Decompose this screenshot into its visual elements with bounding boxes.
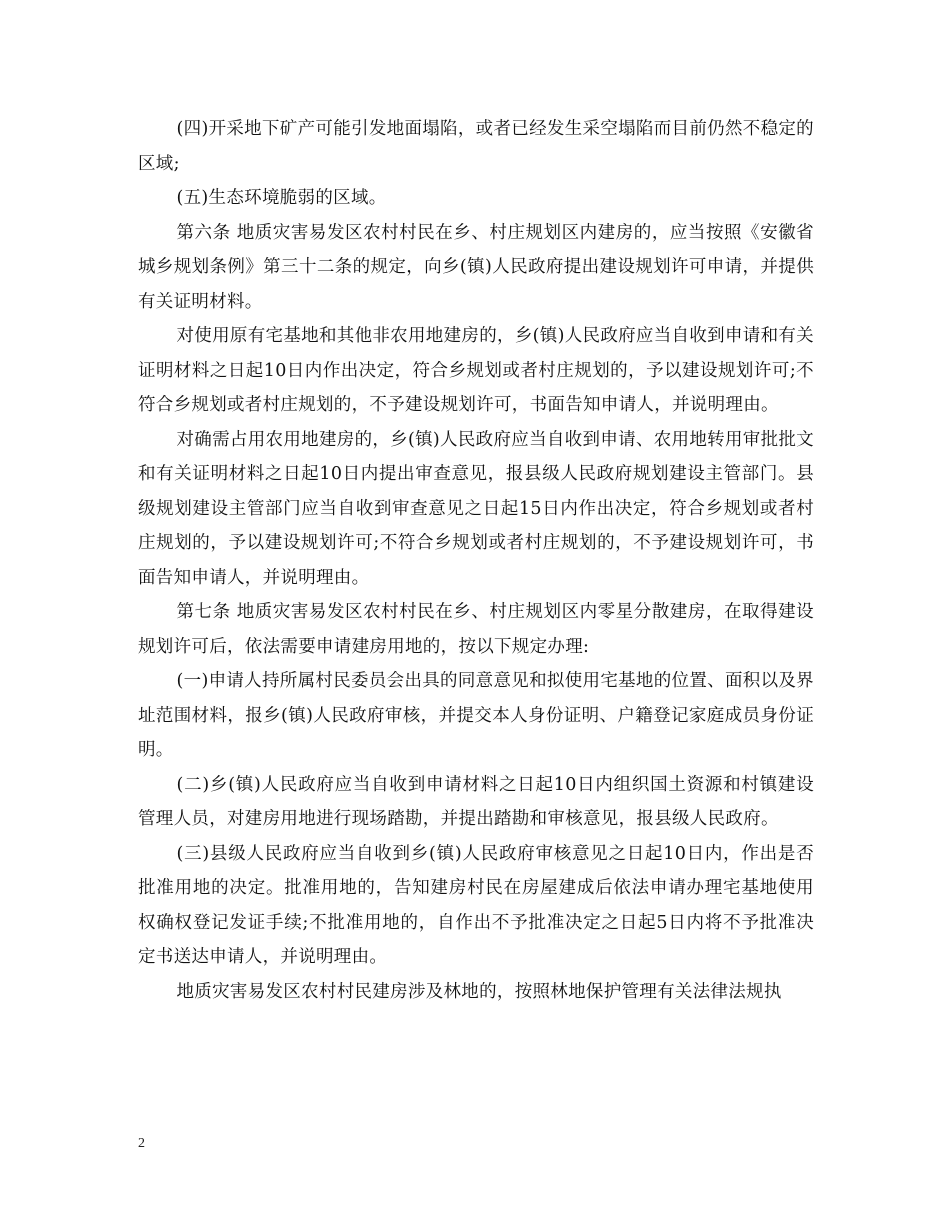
- paragraph-forest-land: 地质灾害易发区农村村民建房涉及林地的，按照林地保护管理有关法律法规执: [176, 981, 782, 1002]
- paragraph-article-seven: 第七条 地质灾害易发区农村村民在乡、村庄规划区内零星分散建房，在取得建设规划许可后，依法需要申请建房用地的，按以下规定办理:: [138, 602, 814, 657]
- paragraph-existing-homestead: 对使用原有宅基地和其他非农用地建房的，乡(镇)人民政府应当自收到申请和有关证明材料之日起10日内作出决定，符合乡规划或者村庄规划的，予以建设规划许可;不符合乡规划或者村庄规划的，不予建设规划许可，书面告知申请人，并说明理由。: [138, 326, 814, 415]
- document-body: [138, 112, 814, 1009]
- paragraph-article-six: 第六条 地质灾害易发区农村村民在乡、村庄规划区内建房的，应当按照《安徽省城乡规划条例》第三十二条的规定，向乡(镇)人民政府提出建设规划许可申请，并提供有关证明材料。: [138, 222, 814, 312]
- page-number: 2: [138, 1136, 145, 1151]
- paragraph-item-five: (五)生态环境脆弱的区域。: [176, 188, 387, 208]
- paragraph-item-four: (四)开采地下矿产可能引发地面塌陷，或者已经发生采空塌陷而目前仍然不稳定的区域;: [138, 119, 814, 174]
- paragraph-step-one: (一)申请人持所属村民委员会出具的同意意见和拟使用宅基地的位置、面积以及界址范围材料，报乡(镇)人民政府审核，并提交本人身份证明、户籍登记家庭成员身份证明。: [138, 671, 814, 760]
- paragraph-step-two: (二)乡(镇)人民政府应当自收到申请材料之日起10日内组织国土资源和村镇建设管理人员，对建房用地进行现场踏勘，并提出踏勘和审核意见，报县级人民政府。: [138, 774, 814, 829]
- paragraph-farmland-use: 对确需占用农用地建房的，乡(镇)人民政府应当自收到申请、农用地转用审批批文和有关证明材料之日起10日内提出审查意见，报县级人民政府规划建设主管部门。县级规划建设主管部门应当自收到审查意见之日起15日内作出决定，符合乡规划或者村庄规划的，予以建设规划许可;不符合乡规划或者村庄规划的，不予建设规划许可，书面告知申请人，并说明理由。: [138, 429, 814, 588]
- paragraph-step-three: (三)县级人民政府应当自收到乡(镇)人民政府审核意见之日起10日内，作出是否批准用地的决定。批准用地的，告知建房村民在房屋建成后依法申请办理宅基地使用权确权登记发证手续;不批准用地的，自作出不予批准决定之日起5日内将不予批准决定书送达申请人，并说明理由。: [138, 843, 814, 967]
